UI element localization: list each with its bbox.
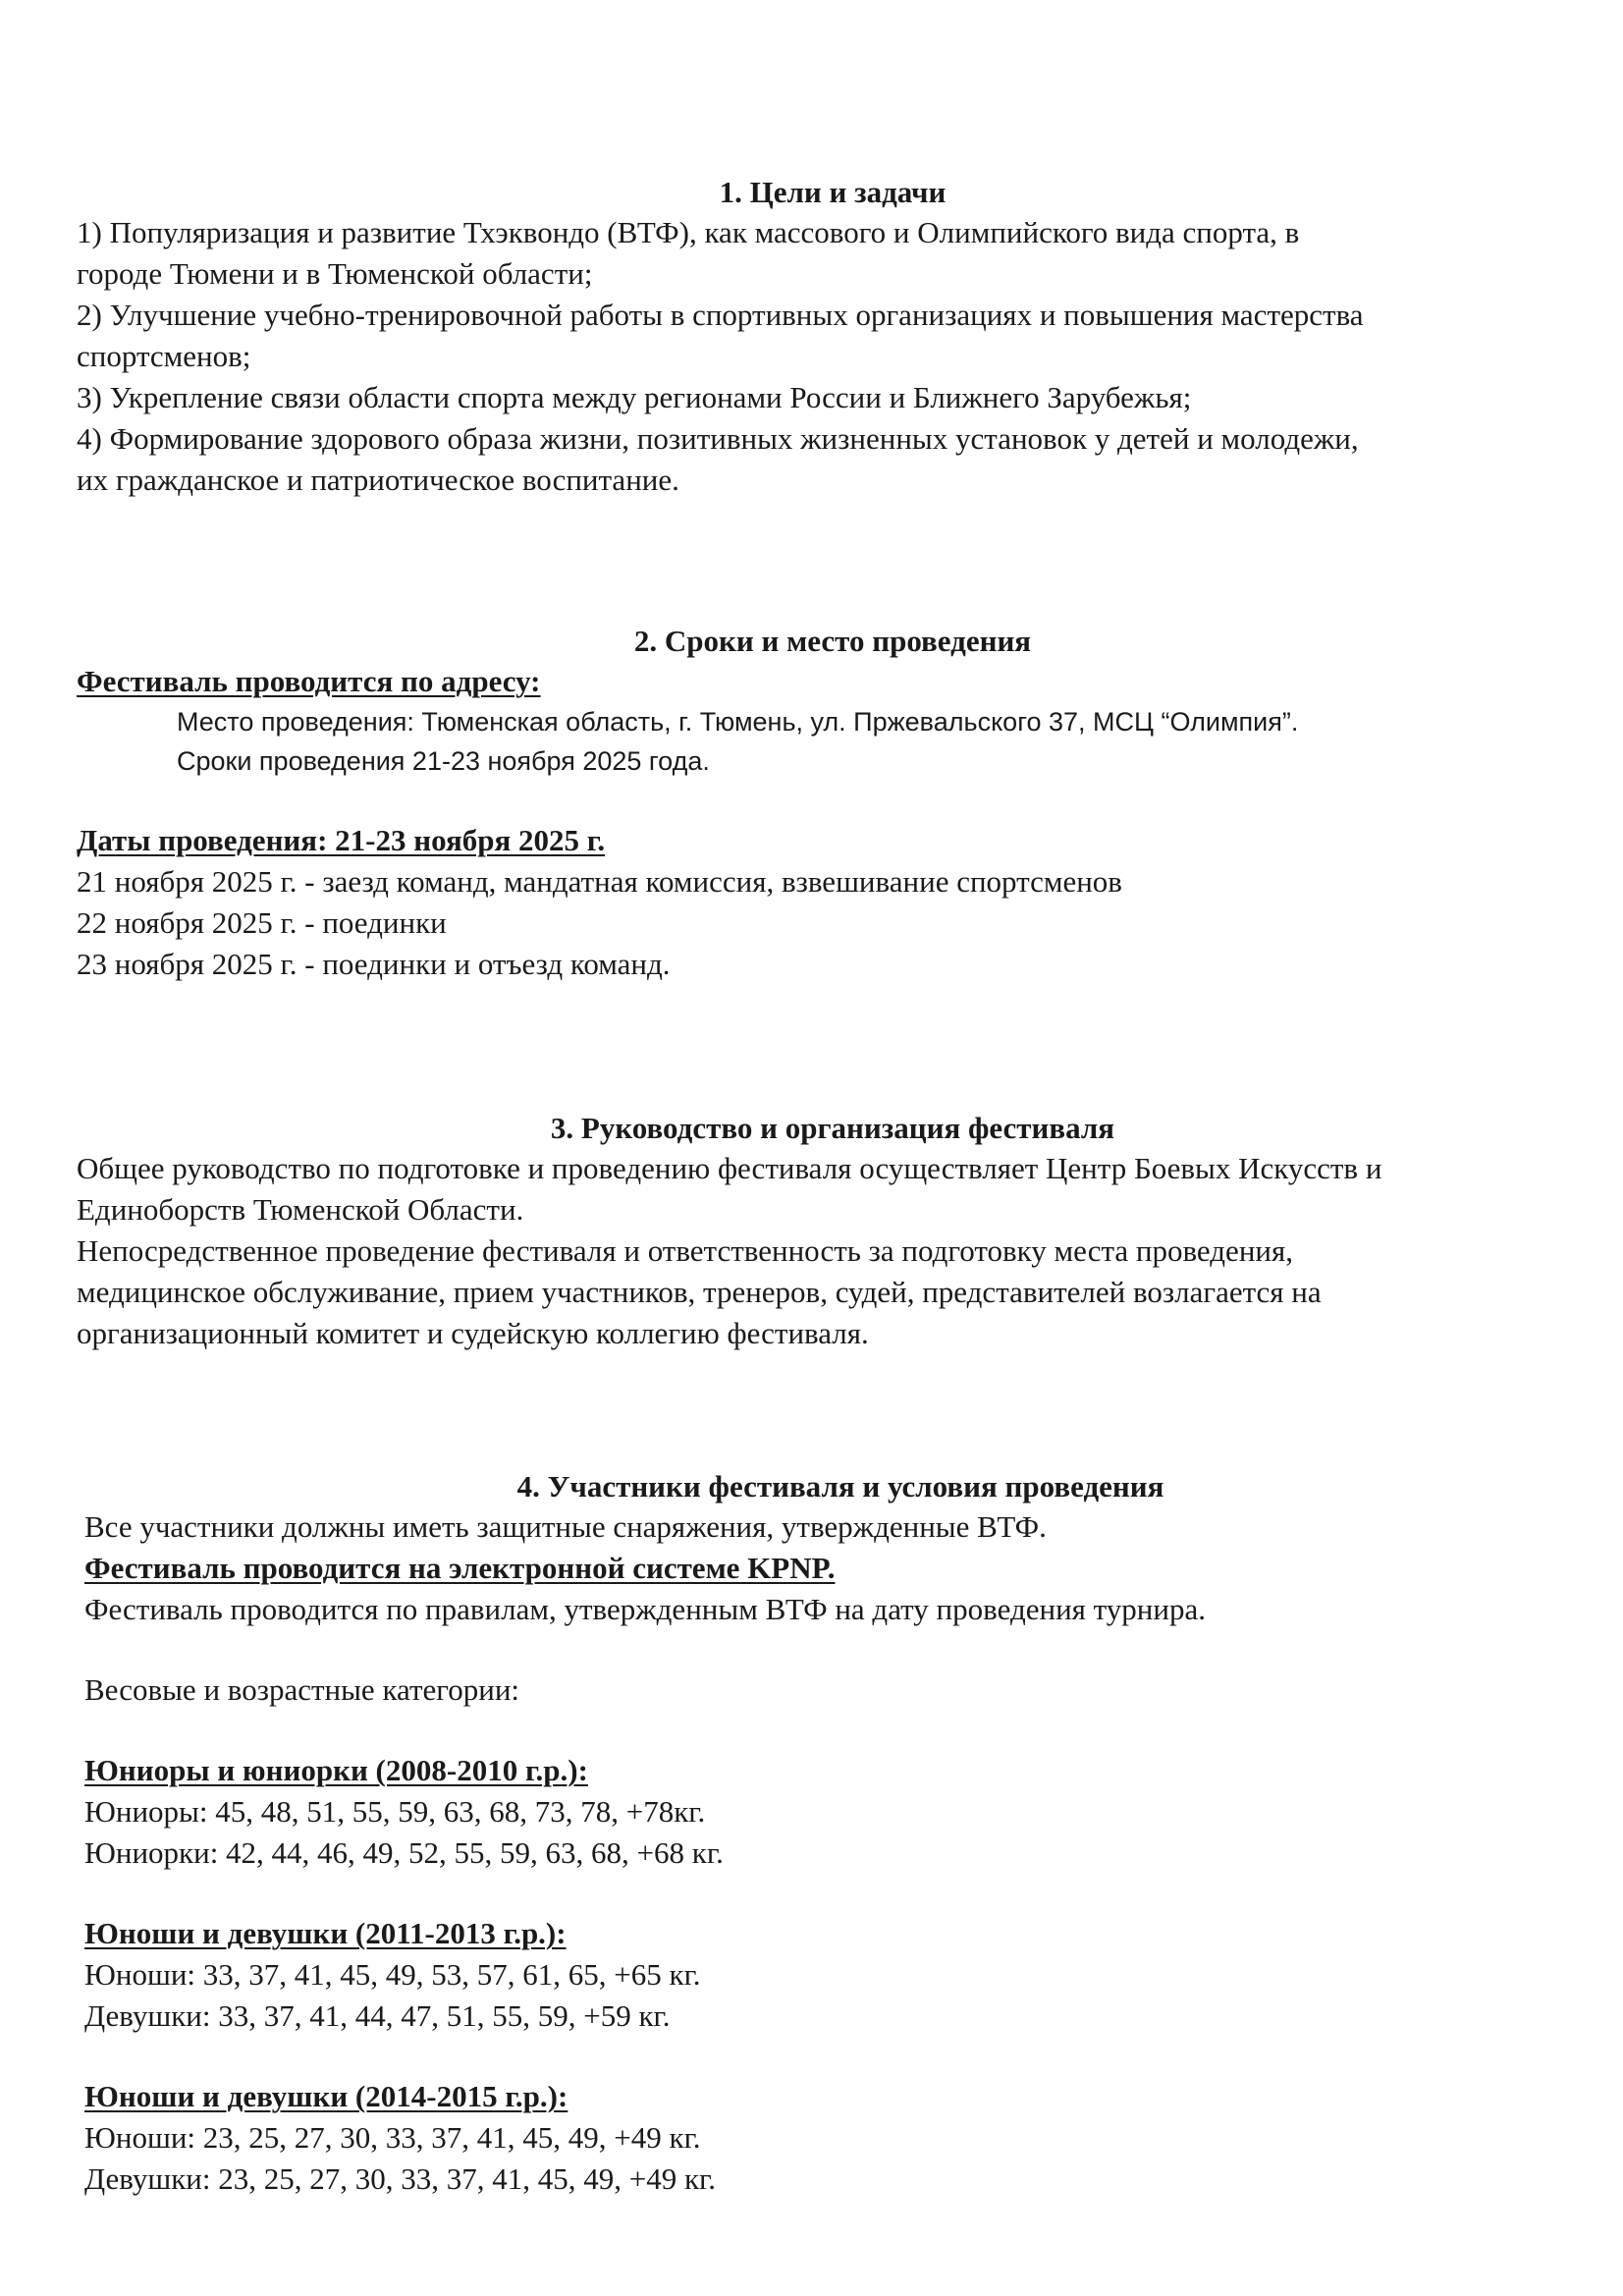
date-item: 23 ноября 2025 г. - поединки и отъезд команд. [77, 947, 671, 981]
section-goals [77, 173, 1589, 501]
weight-category-line: Юниоры: 45, 48, 51, 55, 59, 63, 68, 73, 78, +78кг. [84, 1794, 706, 1829]
paragraph-line: городе Тюмени и в Тюменской области; [77, 256, 593, 291]
paragraph-line: 4) Формирование здорового образа жизни, позитивных жизненных установок у детей и молодежи, [77, 421, 1359, 456]
equipment-line: Все участники должны иметь защитные снаряжения, утвержденные ВТФ. [84, 1509, 1047, 1544]
paragraph-line: Общее руководство по подготовке и проведению фестиваля осуществляет Центр Боевых Искусств и [77, 1151, 1382, 1185]
paragraph-line: Единоборств Тюменской Области. [77, 1192, 524, 1227]
date-item: 21 ноября 2025 г. - заезд команд, мандатная комиссия, взвешивание спортсменов [77, 864, 1122, 899]
paragraph-line: организационный комитет и судейскую коллегию фестиваля. [77, 1316, 869, 1350]
section-heading: 2. Сроки и место проведения [633, 624, 1032, 658]
section-participants [84, 1467, 1596, 2200]
paragraph-line: 2) Улучшение учебно-тренировочной работы в спортивных организациях и повышения мастерства [77, 298, 1364, 332]
date-item: 22 ноября 2025 г. - поединки [77, 905, 447, 940]
venue-line: Место проведения: Тюменская область, г. Тюмень, ул. Пржевальского 37, МСЦ “Олимпия”. [177, 707, 1299, 737]
system-line: Фестиваль проводится на электронной системе KPNP. [84, 1551, 836, 1585]
paragraph-line: 1) Популяризация и развитие Тхэквондо (ВТФ), как массового и Олимпийского вида спорта, в [77, 215, 1300, 249]
paragraph-line: их гражданское и патриотическое воспитание. [77, 463, 679, 497]
paragraph-line: 3) Укрепление связи области спорта между регионами России и Ближнего Зарубежья; [77, 380, 1192, 414]
section-heading: 3. Руководство и организация фестиваля [550, 1111, 1115, 1145]
paragraph-line: спортсменов; [77, 339, 251, 373]
address-title: Фестиваль проводится по адресу: [77, 664, 541, 698]
section-dates-place [77, 622, 1589, 985]
weight-category-line: Девушки: 33, 37, 41, 44, 47, 51, 55, 59, +59 кг. [84, 1998, 671, 2033]
weight-category-line: Юниорки: 42, 44, 46, 49, 52, 55, 59, 63, 68, +68 кг. [84, 1835, 724, 1870]
age-group-title: Юноши и девушки (2014-2015 г.р.): [84, 2079, 568, 2113]
weight-category-line: Юноши: 23, 25, 27, 30, 33, 37, 41, 45, 49, +49 кг. [84, 2120, 701, 2155]
weight-category-line: Юноши: 33, 37, 41, 45, 49, 53, 57, 61, 65, +65 кг. [84, 1957, 701, 1992]
age-group-title: Юниоры и юниорки (2008-2010 г.р.): [84, 1753, 588, 1787]
section-heading: 1. Цели и задачи [719, 175, 947, 209]
period-line: Сроки проведения 21-23 ноября 2025 года. [177, 746, 710, 776]
section-heading: 4. Участники фестиваля и условия проведения [516, 1469, 1164, 1503]
categories-intro: Весовые и возрастные категории: [84, 1672, 520, 1707]
weight-category-line: Девушки: 23, 25, 27, 30, 33, 37, 41, 45, 49, +49 кг. [84, 2161, 717, 2196]
rules-line: Фестиваль проводится по правилам, утвержденным ВТФ на дату проведения турнира. [84, 1592, 1206, 1626]
dates-title: Даты проведения: 21-23 ноября 2025 г. [77, 823, 606, 857]
paragraph-line: Непосредственное проведение фестиваля и ответственность за подготовку места проведения, [77, 1233, 1294, 1268]
age-group-title: Юноши и девушки (2011-2013 г.р.): [84, 1916, 567, 1950]
paragraph-line: медицинское обслуживание, прием участников, тренеров, судей, представителей возлагается на [77, 1275, 1322, 1309]
section-management [77, 1109, 1589, 1354]
